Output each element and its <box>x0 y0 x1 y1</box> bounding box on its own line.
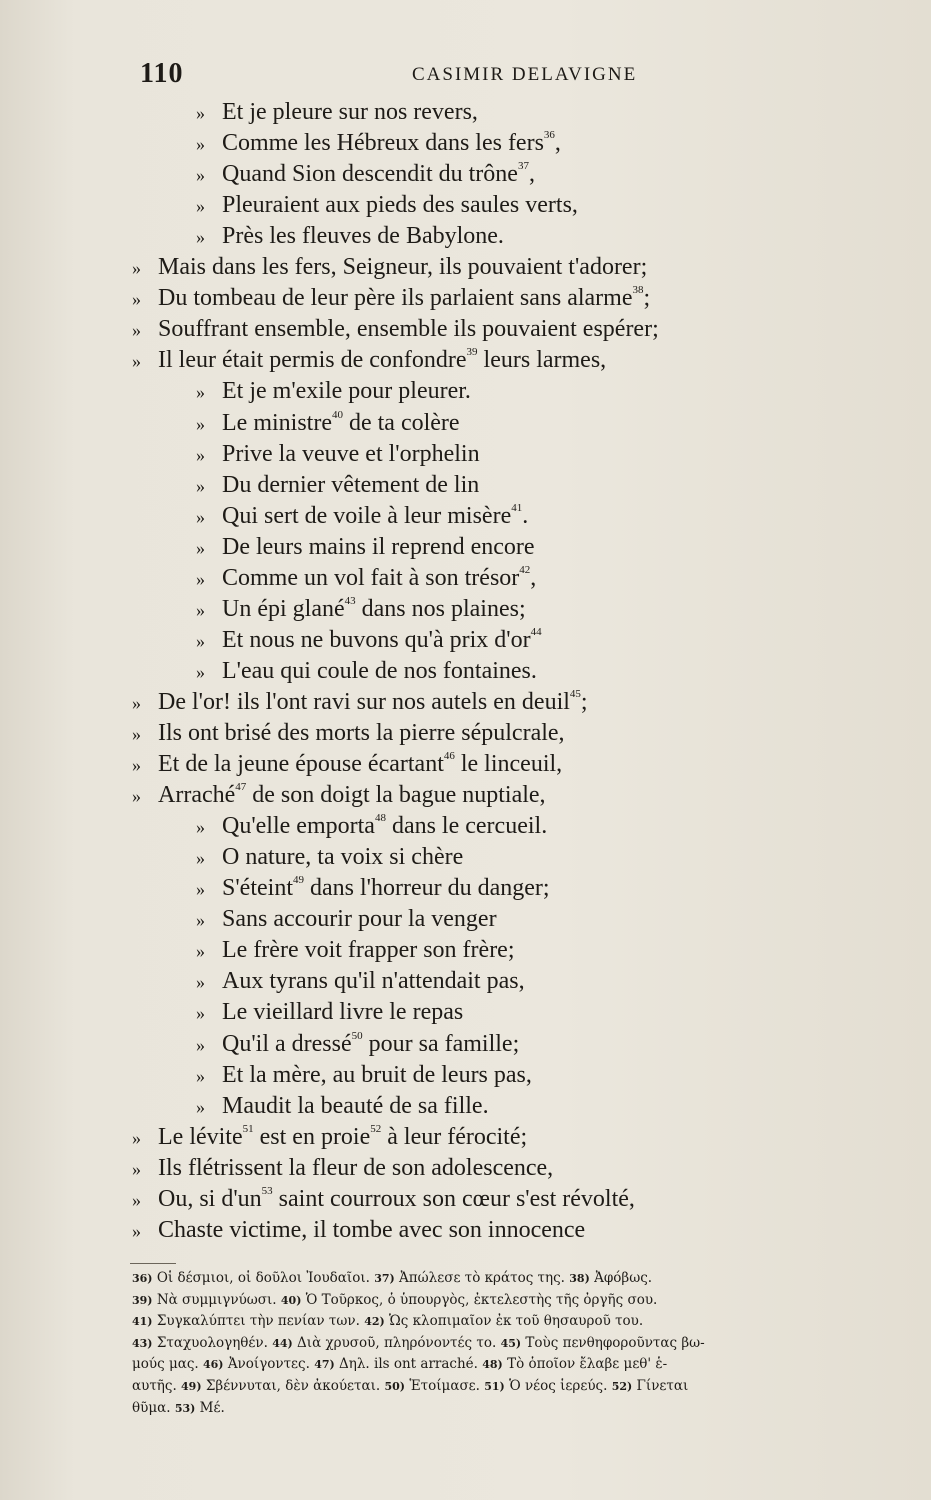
quote-mark: » <box>196 382 205 403</box>
verse-line <box>196 1091 489 1122</box>
verse-line <box>196 904 497 935</box>
footnote-line <box>132 1354 902 1376</box>
footnote-line <box>132 1333 902 1355</box>
quote-mark: » <box>196 1003 205 1024</box>
quote-mark: » <box>196 972 205 993</box>
verse-text: Qui sert de voile à leur misère <box>222 502 512 529</box>
quote-mark: » <box>196 879 205 900</box>
verse-line <box>132 687 588 718</box>
footnote-text: Σβέννυται, δὲν ἀκούεται. <box>205 1377 381 1394</box>
verse-text: Du dernier vêtement de lin <box>222 471 480 498</box>
footnote-text: Τὸ ὁποῖον ἔλαβε μεθ' ἑ- <box>507 1356 668 1373</box>
footnote-text: Σταχυολογηθέν. <box>156 1334 268 1351</box>
verse-text: Ou, si d'un <box>158 1185 262 1212</box>
verse-text: dans l'horreur du danger; <box>303 875 550 902</box>
verse-line <box>132 1184 635 1215</box>
footnote-number: 53) <box>174 1401 196 1415</box>
verse-text: Et je pleure sur nos revers, <box>222 99 478 125</box>
verse-line <box>132 1122 527 1153</box>
footnote-ref: 45 <box>569 687 581 700</box>
footnote-line <box>132 1376 902 1398</box>
quote-mark: » <box>132 351 141 372</box>
verse-line <box>132 718 565 749</box>
footnote-number: 46) <box>203 1358 224 1372</box>
verse-line <box>196 873 550 904</box>
verse-line <box>196 97 478 128</box>
verse-line <box>196 656 537 687</box>
quote-mark: » <box>196 1096 205 1117</box>
verse-text: , <box>528 161 535 188</box>
quote-mark: » <box>196 1034 205 1055</box>
quote-mark: » <box>196 941 205 962</box>
verse-text: Pleuraient aux pieds des saules verts, <box>222 192 578 219</box>
verse-line <box>196 408 460 439</box>
quote-mark: » <box>196 134 205 155</box>
footnote-ref: 41 <box>511 501 523 514</box>
verse-text: leurs larmes, <box>477 347 607 374</box>
footnote-ref: 42 <box>519 563 531 576</box>
verse-line <box>196 532 535 563</box>
verse-line <box>196 935 515 966</box>
footnote-ref: 50 <box>351 1029 363 1042</box>
verse-text: Le frère voit frapper son frère; <box>222 937 515 964</box>
verse-line <box>196 439 480 470</box>
footnote-line <box>132 1268 902 1290</box>
verse-line <box>132 314 659 345</box>
verse-line <box>132 780 546 811</box>
quote-mark: » <box>196 196 205 217</box>
footnote-ref: 36 <box>543 129 555 142</box>
verse-line <box>196 190 578 221</box>
verse-line <box>196 563 536 594</box>
verse-text: de son doigt la bague nuptiale, <box>246 782 546 809</box>
verse-line <box>196 221 504 252</box>
verse-line <box>132 252 647 283</box>
verse-text: Chaste victime, il tombe avec son innocence <box>158 1216 586 1243</box>
verse-text: Du tombeau de leur père ils parlaient sans alarme <box>158 285 633 312</box>
footnote-number: 43) <box>132 1336 153 1350</box>
verse-text: à leur férocité; <box>381 1123 528 1150</box>
verse-text: Comme un vol fait à son trésor <box>222 564 520 591</box>
verse-line <box>132 1215 585 1246</box>
verse-text: De l'or! ils l'ont ravi sur nos autels en deuil <box>158 688 570 715</box>
footnote-text: Ἑτοίμασε. <box>409 1377 480 1394</box>
footnote-ref: 37 <box>517 160 529 173</box>
quote-mark: » <box>196 910 205 931</box>
verse-line <box>196 159 535 190</box>
footnote-ref: 38 <box>632 284 644 297</box>
quote-mark: » <box>196 506 205 527</box>
quote-mark: » <box>132 1158 141 1179</box>
verse-text: Aux tyrans qu'il n'attendait pas, <box>222 968 525 995</box>
quote-mark: » <box>132 289 141 310</box>
footnote-ref: 52 <box>370 1122 382 1135</box>
footnote-text: Μέ. <box>199 1399 225 1416</box>
quote-mark: » <box>132 786 141 807</box>
quote-mark: » <box>132 320 141 341</box>
verse-line <box>196 376 471 407</box>
quote-mark: » <box>196 661 205 682</box>
quote-mark: » <box>196 817 205 838</box>
page-number: 110 <box>140 58 184 89</box>
footnote-line <box>132 1398 902 1420</box>
footnote-ref: 44 <box>530 625 542 638</box>
footnote-number: 42) <box>364 1315 385 1329</box>
footnote-text: Ὡς κλοπιμαῖον ἐκ τοῦ θησαυροῦ του. <box>389 1313 644 1330</box>
footnote-text: Ὁ νέος ἱερεύς. <box>509 1377 608 1394</box>
verse-text: de ta colère <box>342 409 460 436</box>
verse-text: Quand Sion descendit du trône <box>222 161 518 188</box>
footnote-ref: 48 <box>374 812 386 825</box>
verse-text: dans le cercueil. <box>385 813 548 840</box>
verse-line <box>132 1153 553 1184</box>
quote-mark: » <box>196 1065 205 1086</box>
verse-text: le linceuil, <box>454 751 563 778</box>
verse-line <box>196 625 542 656</box>
footnote-text: Ἀνοίγοντες. <box>227 1356 310 1373</box>
footnote-ref: 39 <box>466 346 478 359</box>
verse-line <box>196 470 479 501</box>
verse-text: Et je m'exile pour pleurer. <box>222 378 471 405</box>
verse-text: ; <box>643 285 651 312</box>
verse-text: , <box>554 130 561 157</box>
footnote-number: 47) <box>314 1358 335 1372</box>
quote-mark: » <box>132 258 141 279</box>
verse-text: Mais dans les fers, Seigneur, ils pouvaient t'adorer; <box>158 254 648 281</box>
verse-line <box>196 1029 519 1060</box>
footnote-ref: 40 <box>331 408 343 421</box>
verse-text: Le vieillard livre le repas <box>222 999 464 1026</box>
footnote-number: 37) <box>374 1272 395 1285</box>
footnote-number: 51) <box>484 1379 505 1393</box>
verse-text: Ils ont brisé des morts la pierre sépulcrale, <box>158 720 565 746</box>
verse-text: Le lévite <box>158 1123 243 1150</box>
footnote-text: Τοὺς πενθηφοροῦντας βω- <box>525 1334 705 1351</box>
footnote-number: 41) <box>132 1315 153 1329</box>
verse-text: . <box>522 502 529 529</box>
footnote-ref: 51 <box>242 1122 254 1135</box>
footnote-text: Συγκαλύπτει τὴν πενίαν των. <box>156 1313 360 1330</box>
footnote-text: Διὰ χρυσοῦ, πληρόνοντές το. <box>297 1334 497 1351</box>
quote-mark: » <box>196 475 205 496</box>
footnote-text: Οἱ δέσμιοι, οἱ δοῦλοι Ἰουδαῖοι. <box>156 1270 370 1286</box>
verse-line <box>196 128 561 159</box>
footnote-number: 50) <box>384 1379 406 1393</box>
footnote-line <box>132 1290 902 1312</box>
footnote-text: Γίνεται <box>636 1377 689 1394</box>
footnote-text: Ἀφόβως. <box>594 1270 653 1286</box>
footnote-text: αυτῆς. <box>132 1377 177 1394</box>
verse-text: pour sa famille; <box>362 1030 520 1057</box>
quote-mark: » <box>196 227 205 248</box>
quote-mark: » <box>196 103 205 123</box>
quote-mark: » <box>196 568 205 589</box>
verse-text: S'éteint <box>222 875 293 902</box>
verse-line <box>132 345 606 376</box>
footnote-number: 52) <box>611 1379 633 1393</box>
verse-line <box>196 594 526 625</box>
quote-mark: » <box>196 165 205 186</box>
verse-text: Et nous ne buvons qu'à prix d'or <box>222 626 531 653</box>
footnote-number: 39) <box>132 1293 153 1307</box>
quote-mark: » <box>196 848 205 869</box>
footnote-number: 44) <box>272 1336 293 1350</box>
footnote-text: θῦμα. <box>132 1399 171 1416</box>
footnote-ref: 46 <box>443 750 455 763</box>
quote-mark: » <box>132 1220 141 1241</box>
verse-text: dans nos plaines; <box>355 595 526 622</box>
quote-mark: » <box>196 537 205 558</box>
footnote-number: 45) <box>500 1336 522 1350</box>
footnote-number: 36) <box>132 1272 153 1285</box>
verse-line <box>132 283 650 314</box>
quote-mark: » <box>132 724 141 744</box>
quote-mark: » <box>132 692 141 713</box>
verse-text: ; <box>580 688 588 715</box>
verse-line <box>196 997 463 1028</box>
footnote-text: Ἀπώλεσε τὸ κράτος της. <box>399 1270 565 1286</box>
verse-line <box>196 1060 532 1091</box>
verse-line <box>196 966 525 997</box>
footnote-text: Ὁ Τοῦρκος, ὁ ὑπουργὸς, ἐκτελεστὴς τῆς ὀργῆς σου. <box>305 1291 658 1308</box>
verse-text: Un épi glané <box>222 595 345 622</box>
verse-text: Souffrant ensemble, ensemble ils pouvaient espérer; <box>158 316 659 343</box>
verse-text: Et la mère, au bruit de leurs pas, <box>222 1061 532 1088</box>
footnote-ref: 49 <box>292 874 304 887</box>
quote-mark: » <box>132 1189 141 1210</box>
verse-line <box>132 749 562 780</box>
verse-text: saint courroux son cœur s'est révolté, <box>272 1185 635 1212</box>
verse-text: Comme les Hébreux dans les fers <box>222 130 544 157</box>
verse-text: Qu'il a dressé <box>222 1030 352 1057</box>
footnote-rule <box>130 1263 176 1264</box>
quote-mark: » <box>132 1127 141 1148</box>
footnote-number: 49) <box>181 1379 202 1393</box>
verse-text: Sans accourir pour la venger <box>222 906 497 933</box>
verse-text: Arraché <box>158 782 236 809</box>
page-header <box>0 58 931 92</box>
footnote-text: μούς μας. <box>132 1356 199 1373</box>
verse-text: L'eau qui coule de nos fontaines. <box>222 657 537 684</box>
verse-text: Près les fleuves de Babylone. <box>222 223 504 250</box>
footnote-ref: 43 <box>344 594 356 607</box>
quote-mark: » <box>196 630 205 651</box>
verse-text: De leurs mains il reprend encore <box>222 533 535 560</box>
verse-text: Il leur était permis de confondre <box>158 347 467 374</box>
quote-mark: » <box>196 444 205 465</box>
verse-text: Et de la jeune épouse écartant <box>158 751 444 778</box>
footnote-line <box>132 1311 902 1333</box>
verse-text: Le ministre <box>222 409 332 436</box>
verse-text: est en proie <box>253 1123 371 1150</box>
footnote-number: 38) <box>569 1272 590 1285</box>
verse-text: O nature, ta voix si chère <box>222 844 464 871</box>
verse-line <box>196 811 547 842</box>
footnote-number: 40) <box>280 1293 302 1307</box>
quote-mark: » <box>196 413 205 434</box>
verse-line <box>196 501 528 532</box>
verse-text: Ils flétrissent la fleur de son adolescence, <box>158 1154 554 1181</box>
verse-text: , <box>530 564 537 591</box>
running-head: CASIMIR DELAVIGNE <box>412 64 638 85</box>
footnote-text: Δηλ. ils ont arraché. <box>339 1356 478 1373</box>
footnote-text: Νὰ συμμιγνύωσι. <box>156 1291 277 1308</box>
footnotes <box>132 1268 902 1419</box>
footnote-ref: 47 <box>235 781 247 794</box>
verse-text: Maudit la beauté de sa fille. <box>222 1092 489 1119</box>
verse-text: Prive la veuve et l'orphelin <box>222 440 480 467</box>
footnote-ref: 53 <box>261 1184 273 1197</box>
quote-mark: » <box>132 755 141 776</box>
footnote-number: 48) <box>482 1358 503 1372</box>
verse-line <box>196 842 463 873</box>
quote-mark: » <box>196 599 205 620</box>
verse-text: Qu'elle emporta <box>222 813 375 840</box>
